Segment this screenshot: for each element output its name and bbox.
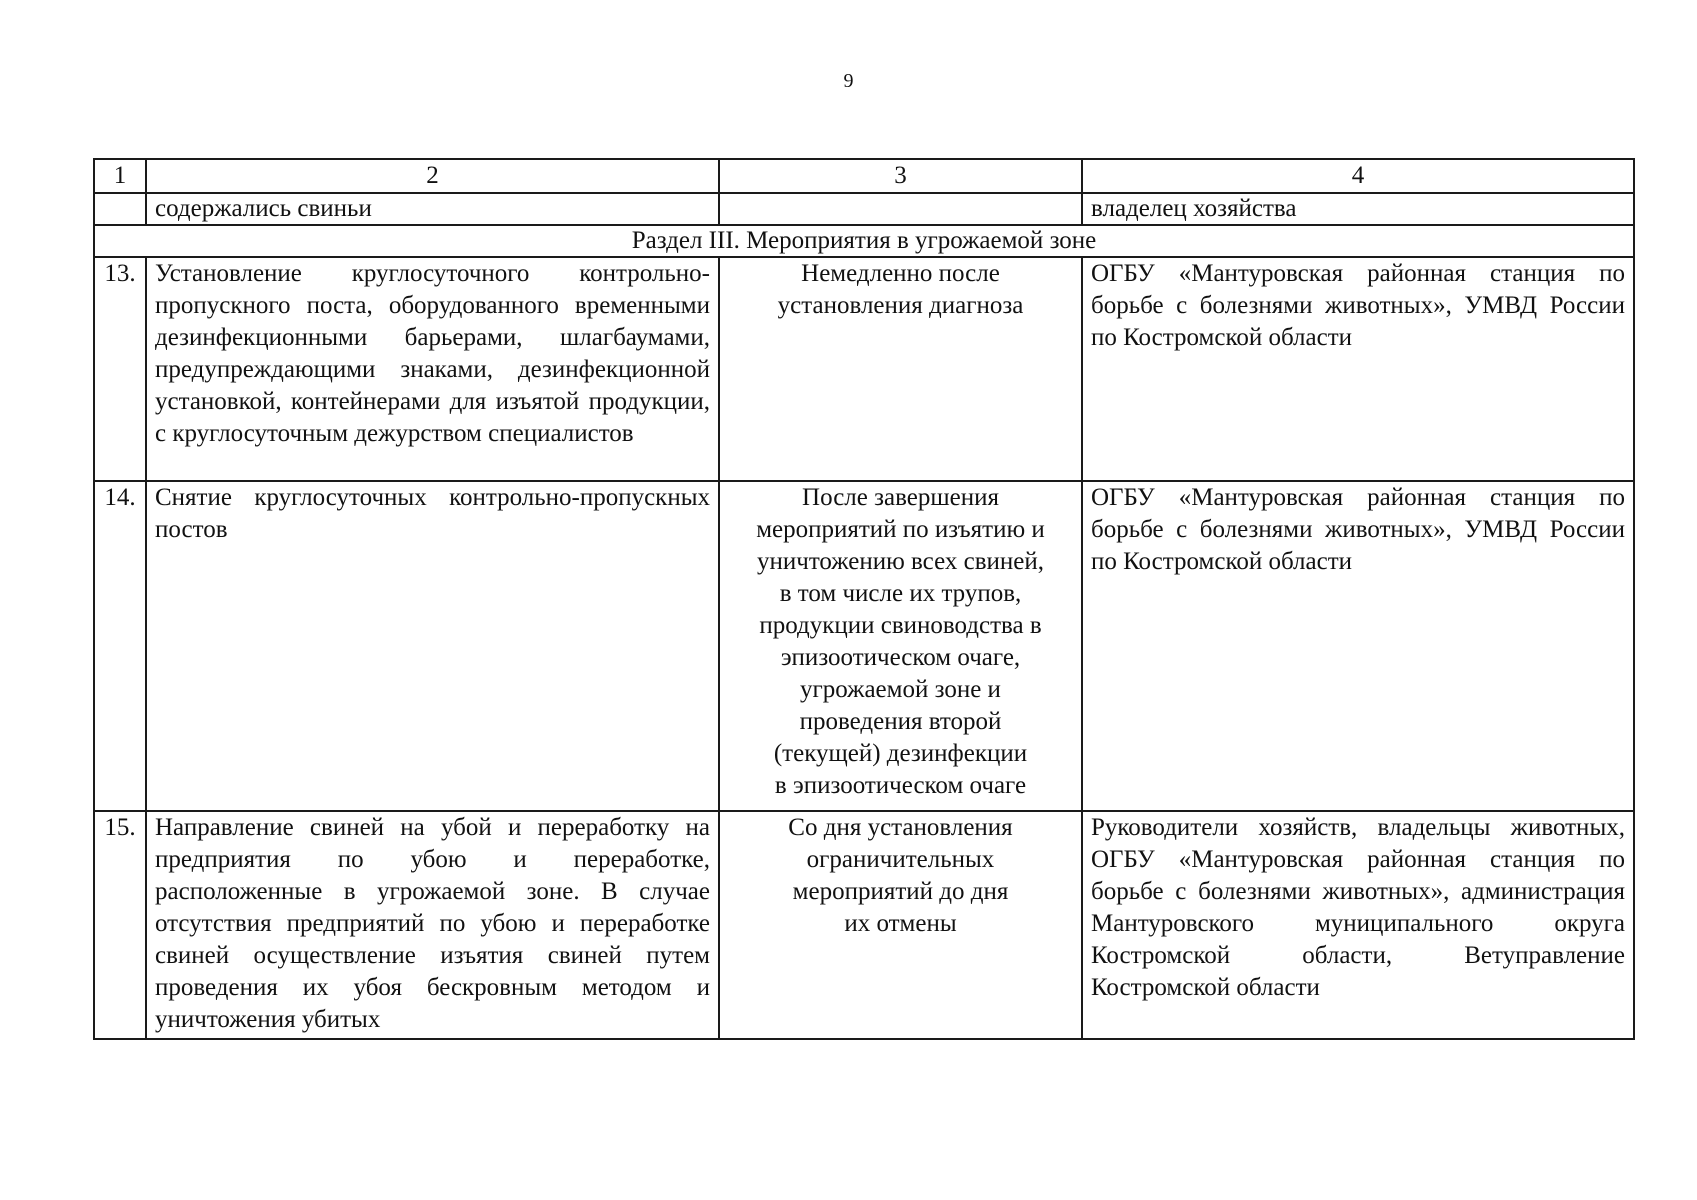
timing-cell: Со дня установления ограничительных мероприятий до дня их отмены bbox=[719, 811, 1082, 1039]
timing-cell: После завершения мероприятий по изъятию и уничтожению всех свиней, в том числе их трупов, продукции свиноводства в эпизоотическом очаге, угрожаемой зоне и проведения второй (текущей) дезинфекции в эпизоотическом очаге bbox=[719, 481, 1082, 811]
row-number: 13. bbox=[94, 257, 146, 481]
table-row bbox=[94, 257, 1634, 481]
section-title: Раздел III. Мероприятия в угрожаемой зоне bbox=[94, 225, 1634, 257]
row-number: 14. bbox=[94, 481, 146, 811]
measure-cell: Установление круглосуточного контрольно-пропускного поста, оборудованного временными дезинфекционными барьерами, шлагбаумами, предупреждающими знаками, дезинфекционной установкой, контейнерами для изъятой продукции, с круглосуточным дежурством специалистов bbox=[146, 257, 719, 481]
section-row bbox=[94, 225, 1634, 257]
responsible-cell: владелец хозяйства bbox=[1082, 193, 1634, 225]
measure-cell: Направление свиней на убой и переработку на предприятия по убою и переработке, расположенные в угрожаемой зоне. В случае отсутствия предприятий по убою и переработке свиней осуществление изъятия свиней путем проведения их убоя бескровным методом и уничтожения убитых bbox=[146, 811, 719, 1039]
table-row bbox=[94, 811, 1634, 1039]
table-row bbox=[94, 481, 1634, 811]
timing-cell: Немедленно после установления диагноза bbox=[719, 257, 1082, 481]
header-cell-4: 4 bbox=[1082, 159, 1634, 193]
responsible-cell: ОГБУ «Мантуровская районная станция по борьбе с болезнями животных», УМВД России по Костромской области bbox=[1082, 481, 1634, 811]
header-cell-2: 2 bbox=[146, 159, 719, 193]
row-number bbox=[94, 193, 146, 225]
responsible-cell: Руководители хозяйств, владельцы животных, ОГБУ «Мантуровская районная станция по борьбе с болезнями животных», администрация Мантуровского муниципального округа Костромской области, Ветуправление Костромской области bbox=[1082, 811, 1634, 1039]
measures-table bbox=[93, 158, 1635, 1040]
header-cell-3: 3 bbox=[719, 159, 1082, 193]
page-number: 9 bbox=[843, 70, 854, 92]
measure-cell: Снятие круглосуточных контрольно-пропускных постов bbox=[146, 481, 719, 811]
timing-cell bbox=[719, 193, 1082, 225]
header-cell-1: 1 bbox=[94, 159, 146, 193]
responsible-cell: ОГБУ «Мантуровская районная станция по борьбе с болезнями животных», УМВД России по Костромской области bbox=[1082, 257, 1634, 481]
table-row-continuation bbox=[94, 193, 1634, 225]
row-number: 15. bbox=[94, 811, 146, 1039]
measure-cell: содержались свиньи bbox=[146, 193, 719, 225]
table-header-row bbox=[94, 159, 1634, 193]
